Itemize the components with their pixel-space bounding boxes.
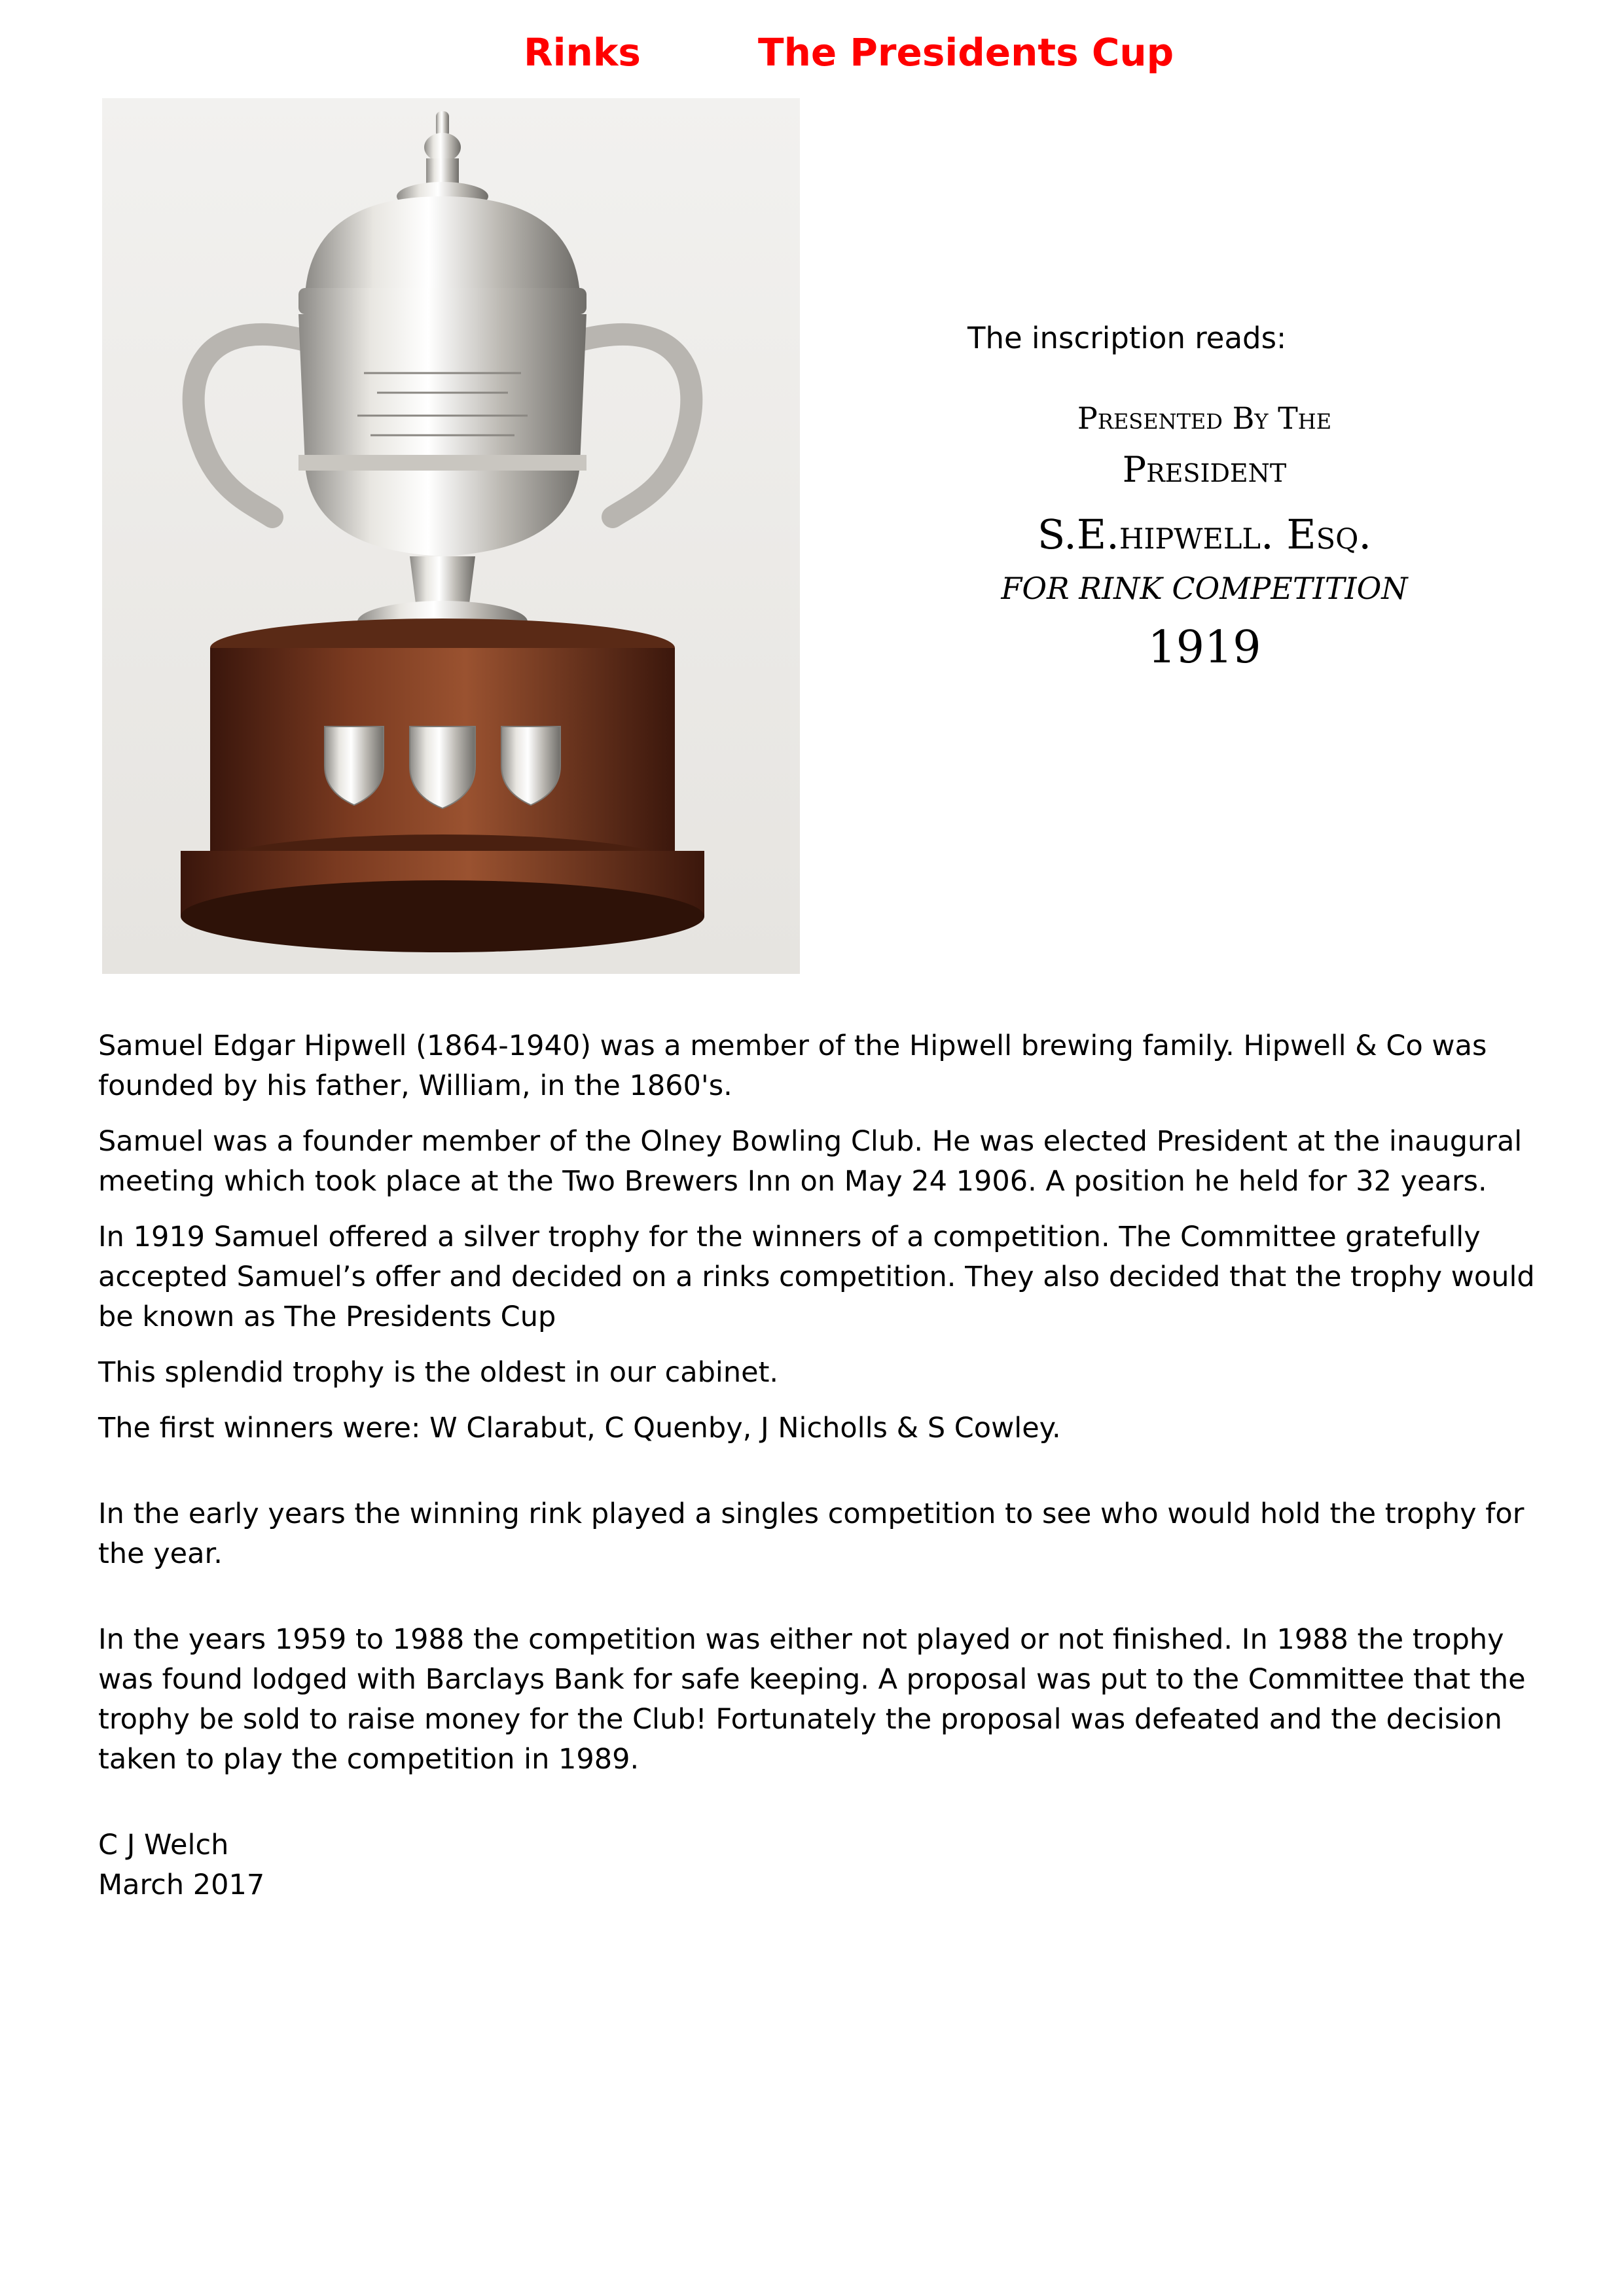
signature-date: March 2017 (98, 1869, 265, 1901)
inscription-line-1: Presented By The (1077, 401, 1332, 436)
paragraph: In 1919 Samuel offered a silver trophy for the winners of a competition. The Committee gratefully accepted Samuel’s offer and decided on a rinks competition. They also decided that the trophy would be known as The Presidents Cup (98, 1221, 1535, 1333)
article-body (98, 1026, 1551, 1905)
inscription-line-3: S.E.hipwell. Esq. (1037, 511, 1372, 558)
signature-author: C J Welch (98, 1829, 229, 1861)
paragraph: In the early years the winning rink played a singles competition to see who would hold the trophy for the year. (98, 1498, 1525, 1570)
page-title: The Presidents Cup (758, 30, 1174, 75)
inscription-line-2: President (1122, 449, 1287, 490)
section-heading: Rinks (524, 30, 641, 75)
paragraph: Samuel Edgar Hipwell (1864-1940) was a member of the Hipwell brewing family. Hipwell & Co was founded by his father, William, in the 1860's. (98, 1030, 1487, 1102)
inscription-intro: The inscription reads: (967, 321, 1287, 355)
inscription-line-5: 1919 (1147, 622, 1261, 673)
paragraph: The first winners were: W Clarabut, C Quenby, J Nicholls & S Cowley. (98, 1412, 1061, 1444)
paragraph: Samuel was a founder member of the Olney Bowling Club. He was elected President at the inaugural meeting which took place at the Two Brewers Inn on May 24 1906. A position he held for 32 years. (98, 1125, 1523, 1198)
paragraph: In the years 1959 to 1988 the competition was either not played or not finished. In 1988 the trophy was found lodged with Barclays Bank for safe keeping. A proposal was put to the Committee that the trophy be sold to raise money for the Club! Fortunately the proposal was defeated and the decision taken to play the competition in 1989. (98, 1623, 1526, 1776)
inscription-line-4: FOR RINK COMPETITION (1001, 571, 1408, 606)
trophy-photo (102, 98, 800, 974)
paragraph: This splendid trophy is the oldest in our cabinet. (98, 1356, 779, 1389)
